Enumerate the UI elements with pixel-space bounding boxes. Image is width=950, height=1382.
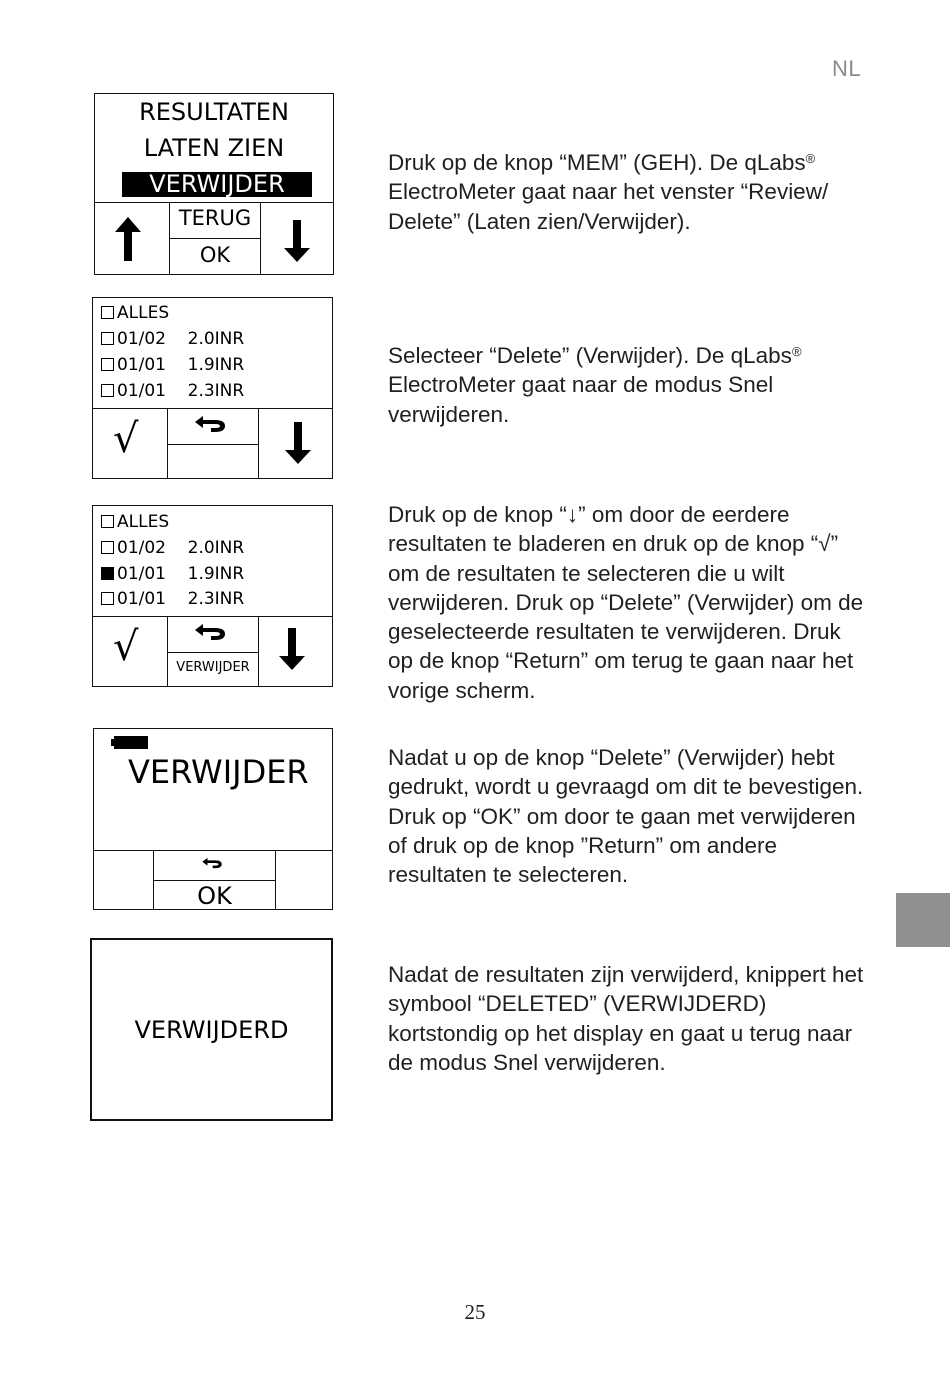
list-item: 01/01 2.3INR <box>101 589 244 609</box>
menu-item-show: LATEN ZIEN <box>143 134 285 162</box>
deleted-screen <box>90 938 333 1121</box>
checkbox-icon <box>101 515 114 528</box>
menu-item-results: RESULTATEN <box>139 98 289 126</box>
ok-button-label: OK <box>197 882 232 910</box>
quick-delete-screen <box>92 297 333 479</box>
checkbox-icon <box>101 541 114 554</box>
checkbox-icon <box>101 384 114 397</box>
deleted-message: VERWIJDERD <box>134 1016 289 1044</box>
list-item: 01/02 2.0INR <box>101 538 244 558</box>
return-icon <box>193 623 227 641</box>
checkbox-checked-icon <box>101 567 114 580</box>
paragraph-1: Druk op de knop “MEM” (GEH). De qLabs® ElectroMeter gaat naar het venster “Review/ Delete” (Laten zien/Verwijder). <box>388 150 829 234</box>
paragraph-3: Druk op de knop “↓” om door de eerdere resultaten te bladeren en druk op de knop “√” om de resultaten te selecteren die u wilt verwijderen. Druk op “Delete” (Verwijder) om de geselecteerde resultaten te verwijderen. Druk op de knop “Return” om terug te gaan naar het vorige scherm. <box>388 502 864 703</box>
list-item-selected: 01/01 1.9INR <box>101 564 244 584</box>
checkbox-icon <box>101 592 114 605</box>
up-arrow-icon <box>115 217 141 261</box>
checkbox-icon <box>101 332 114 345</box>
language-label: NL <box>832 56 862 81</box>
down-arrow-icon <box>285 422 311 464</box>
ok-button-label: OK <box>199 243 231 267</box>
list-item: 01/01 1.9INR <box>101 355 244 375</box>
section-tab-marker <box>896 893 950 947</box>
check-icon: √ <box>113 624 139 670</box>
checkbox-icon <box>101 358 114 371</box>
menu-item-delete-selected: VERWIJDER <box>122 172 312 197</box>
back-button-label: TERUG <box>178 206 252 230</box>
confirm-delete-screen <box>93 728 333 910</box>
checkbox-icon <box>101 306 114 319</box>
list-item: 01/01 2.3INR <box>101 381 244 401</box>
down-arrow-icon <box>279 628 305 670</box>
delete-button-label: VERWIJDER <box>176 660 250 675</box>
paragraph-2: Selecteer “Delete” (Verwijder). De qLabs® ElectroMeter gaat naar de modus Snel verwijderen. <box>388 343 802 427</box>
list-item: ALLES <box>101 303 169 323</box>
list-item: 01/02 2.0INR <box>101 329 244 349</box>
paragraph-4: Nadat u op de knop “Delete” (Verwijder) hebt gedrukt, wordt u gevraagd om dit te bevestigen. Druk op “OK” om door te gaan met verwijderen of druk op de knop ”Return” om andere resultaten te selecteren. <box>388 745 864 888</box>
select-results-screen <box>92 505 333 687</box>
paragraph-5: Nadat de resultaten zijn verwijderd, knippert het symbool “DELETED” (VERWIJDERD) kortstondig op het display en gaat u terug naar de modus Snel verwijderen. <box>388 962 864 1075</box>
check-icon: √ <box>113 416 139 462</box>
review-delete-screen <box>94 93 334 275</box>
return-icon <box>193 415 227 433</box>
down-arrow-icon <box>284 220 310 262</box>
return-icon <box>201 857 223 869</box>
page-number: 25 <box>464 1300 486 1324</box>
list-item: ALLES <box>101 512 169 532</box>
battery-icon <box>111 736 148 749</box>
confirm-title: VERWIJDER <box>128 753 309 791</box>
